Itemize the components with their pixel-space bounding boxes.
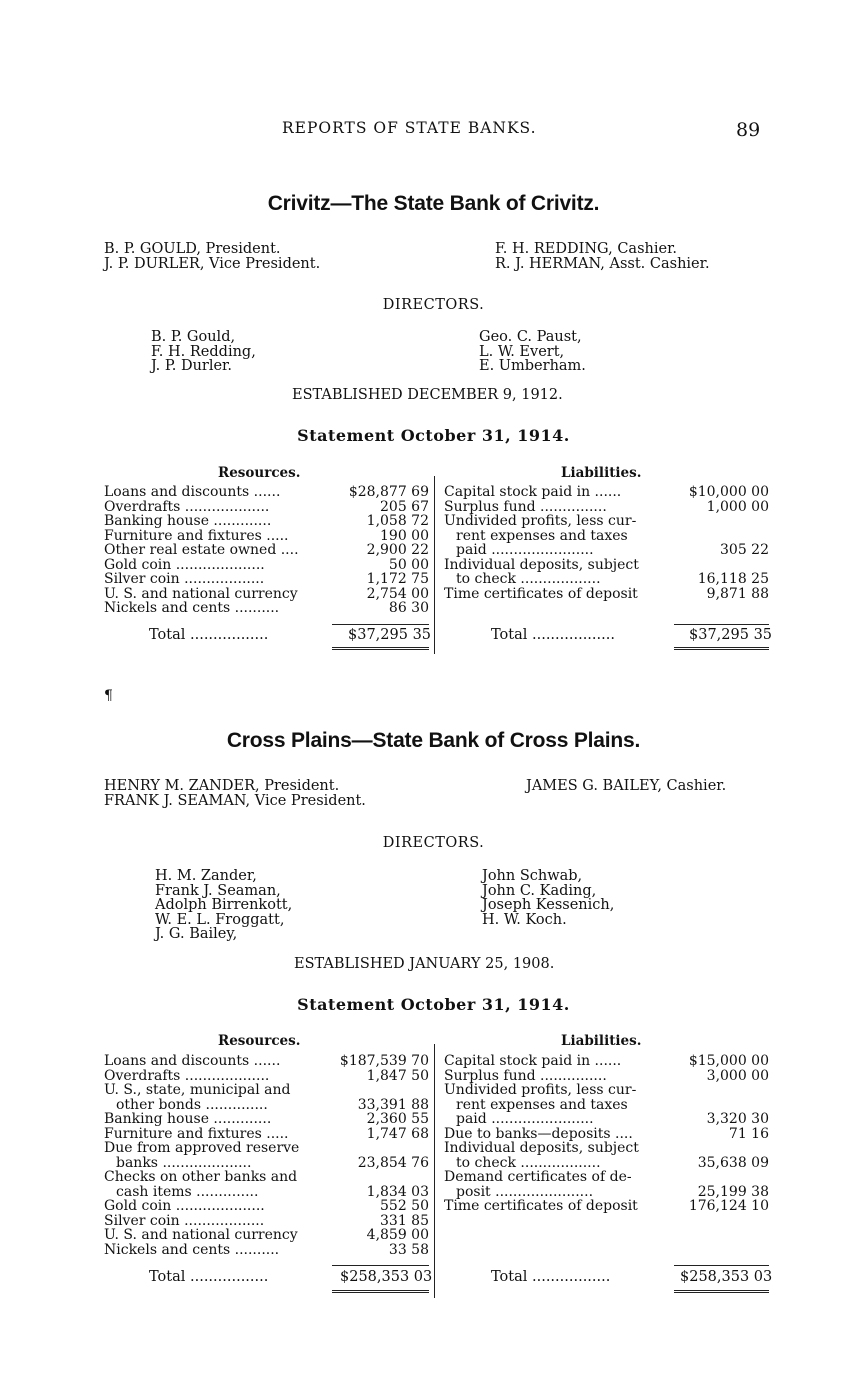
table-row — [104, 485, 429, 500]
resources-heading: Resources. — [218, 465, 301, 481]
resources-heading: Resources. — [218, 1033, 301, 1049]
double-rule — [674, 647, 769, 650]
row-amount: 2,360 55 — [366, 1111, 429, 1127]
table-row — [104, 1228, 429, 1243]
table-row — [444, 587, 769, 602]
row-label: Checks on other banks and — [104, 1169, 298, 1185]
row-label: Loans and discounts ...... — [104, 484, 281, 500]
row-label: Overdrafts ................... — [104, 1067, 270, 1084]
director: E. Umberham. — [479, 358, 586, 374]
printer-mark-icon: ¶ — [104, 688, 113, 704]
row-label: posit ...................... — [456, 1183, 594, 1200]
subtotal-rule — [332, 1265, 429, 1266]
row-label: U. S. and national currency — [104, 585, 298, 602]
officer: FRANK J. SEAMAN, Vice President. — [104, 792, 366, 809]
row-label: banks .................... — [116, 1154, 252, 1171]
table-row — [104, 514, 429, 529]
row-label: paid ....................... — [456, 542, 594, 558]
row-label: Overdrafts ................... — [104, 498, 270, 515]
row-label: Time certificates of deposit — [444, 1198, 638, 1214]
officer: JAMES G. BAILEY, Cashier. — [526, 778, 727, 794]
table-row — [104, 1098, 429, 1113]
resources-list — [104, 1054, 429, 1264]
row-amount: 4,859 00 — [366, 1227, 429, 1243]
bank-title: Crivitz—The State Bank of Crivitz. — [267, 192, 600, 215]
table-row — [444, 572, 769, 587]
subtotal-rule — [674, 1265, 769, 1266]
row-amount: 1,172 75 — [366, 571, 429, 587]
statement-heading: Statement October 31, 1914. — [297, 426, 570, 445]
row-label: Nickels and cents .......... — [104, 1241, 280, 1258]
directors-right — [482, 869, 614, 927]
row-amount: $187,539 70 — [339, 1053, 429, 1069]
row-label: Undivided profits, less cur- — [444, 1082, 637, 1098]
row-label: other bonds .............. — [116, 1096, 268, 1113]
row-label: Demand certificates of de- — [444, 1169, 632, 1185]
liabilities-list — [444, 1054, 769, 1219]
row-amount: 190 00 — [380, 527, 429, 544]
officer: F. H. REDDING, Cashier. — [495, 241, 678, 257]
row-label: Undivided profits, less cur- — [444, 513, 637, 529]
double-rule — [332, 1290, 429, 1293]
table-row — [444, 500, 769, 515]
row-label: Gold coin .................... — [104, 556, 265, 573]
row-amount: 23,854 76 — [357, 1154, 429, 1171]
total-label: Total .................. — [491, 627, 615, 643]
row-amount: 331 85 — [380, 1212, 429, 1229]
table-row — [104, 529, 429, 544]
officer: R. J. HERMAN, Asst. Cashier. — [495, 255, 710, 272]
row-amount: 3,320 30 — [706, 1111, 769, 1127]
directors-left — [155, 869, 292, 942]
table-row — [104, 1243, 429, 1258]
total-label: Total ................. — [491, 1269, 611, 1285]
table-row — [444, 1141, 769, 1156]
table-row — [444, 1199, 769, 1214]
row-amount: 25,199 38 — [697, 1183, 769, 1200]
row-label: Individual deposits, subject — [444, 556, 639, 573]
row-amount: 71 16 — [728, 1125, 769, 1142]
directors-left — [151, 330, 256, 374]
liabilities-list — [444, 485, 769, 605]
row-amount: 205 67 — [380, 498, 429, 515]
director: Frank J. Seaman, — [155, 882, 281, 899]
row-amount: 3,000 00 — [706, 1067, 769, 1084]
row-label: U. S., state, municipal and — [104, 1082, 291, 1098]
row-label: Loans and discounts ...... — [104, 1053, 281, 1069]
table-row — [104, 1112, 429, 1127]
row-label: Nickels and cents .......... — [104, 600, 280, 616]
row-label: Silver coin .................. — [104, 1212, 265, 1229]
director: Adolph Birrenkott, — [155, 897, 293, 913]
row-amount: 1,000 00 — [706, 498, 769, 515]
total-label: Total ................. — [149, 1269, 269, 1285]
resources-list — [104, 485, 429, 625]
table-row — [104, 558, 429, 573]
officer: J. P. DURLER, Vice President. — [104, 255, 321, 272]
table-row — [444, 1112, 769, 1127]
row-label: Surplus fund ............... — [444, 1067, 607, 1084]
row-amount: 50 00 — [388, 556, 429, 573]
director: J. G. Bailey, — [155, 926, 238, 942]
row-amount: 33 58 — [388, 1241, 429, 1258]
row-amount: 2,900 22 — [366, 542, 429, 558]
column-divider — [434, 476, 435, 654]
row-label: Due to banks—deposits .... — [444, 1125, 633, 1142]
table-row — [444, 1156, 769, 1171]
director: John Schwab, — [482, 868, 583, 884]
row-amount: 1,747 68 — [366, 1125, 429, 1142]
table-row — [104, 1199, 429, 1214]
total-liabilities: $258,353 03 — [680, 1269, 773, 1285]
row-label: Surplus fund ............... — [444, 498, 607, 515]
row-amount: 16,118 25 — [697, 571, 769, 587]
table-row — [444, 558, 769, 573]
subtotal-rule — [332, 624, 429, 625]
table-row — [104, 500, 429, 515]
row-label: Banking house ............. — [104, 1111, 272, 1127]
double-rule — [332, 647, 429, 650]
column-divider — [434, 1044, 435, 1298]
row-label: Time certificates of deposit — [444, 585, 638, 602]
row-label: paid ....................... — [456, 1111, 594, 1127]
bank-title: Cross Plains—State Bank of Cross Plains. — [226, 729, 641, 752]
table-row — [104, 1054, 429, 1069]
row-amount: $10,000 00 — [688, 484, 769, 500]
total-resources: $258,353 03 — [340, 1269, 433, 1285]
officers-right — [495, 242, 710, 271]
row-amount: 2,754 00 — [366, 585, 429, 602]
director: John C. Kading, — [482, 882, 597, 899]
table-row — [104, 1083, 429, 1098]
statement-heading: Statement October 31, 1914. — [297, 995, 570, 1014]
row-label: to check .................. — [456, 571, 601, 587]
row-label: Gold coin .................... — [104, 1198, 265, 1214]
liabilities-heading: Liabilities. — [561, 465, 642, 481]
row-label: U. S. and national currency — [104, 1227, 298, 1243]
row-label: Due from approved reserve — [104, 1140, 300, 1156]
row-amount: 86 30 — [388, 600, 429, 616]
row-amount: 552 50 — [380, 1198, 429, 1214]
table-row — [104, 587, 429, 602]
row-amount: $15,000 00 — [688, 1053, 769, 1069]
row-amount: 305 22 — [720, 542, 769, 558]
row-amount: 35,638 09 — [697, 1154, 769, 1171]
double-rule — [674, 1290, 769, 1293]
table-row — [444, 485, 769, 500]
director: B. P. Gould, — [151, 329, 236, 345]
table-row — [444, 1127, 769, 1142]
director: H. W. Koch. — [482, 911, 567, 928]
director: Geo. C. Paust, — [479, 329, 582, 345]
total-label: Total ................. — [149, 627, 269, 643]
row-amount: 9,871 88 — [706, 585, 769, 602]
table-row — [444, 514, 769, 529]
running-title: REPORTS OF STATE BANKS. — [282, 119, 537, 137]
directors-heading: DIRECTORS. — [382, 297, 485, 313]
table-row — [104, 1170, 429, 1185]
total-liabilities: $37,295 35 — [689, 627, 773, 643]
row-label: Furniture and fixtures ..... — [104, 527, 289, 544]
row-amount: 33,391 88 — [357, 1096, 429, 1113]
established-date: ESTABLISHED JANUARY 25, 1908. — [294, 956, 555, 972]
director: J. P. Durler. — [151, 358, 233, 374]
row-amount: 1,058 72 — [366, 513, 429, 529]
officers-right — [526, 779, 726, 794]
row-label: rent expenses and taxes — [456, 1096, 628, 1113]
table-row — [444, 1170, 769, 1185]
officers-left — [104, 779, 366, 808]
table-row — [104, 1127, 429, 1142]
officer: B. P. GOULD, President. — [104, 241, 281, 257]
directors-heading: DIRECTORS. — [382, 835, 485, 851]
total-resources: $37,295 35 — [348, 627, 432, 643]
table-row — [104, 1214, 429, 1229]
page-number: 89 — [736, 119, 761, 141]
table-row — [104, 1185, 429, 1200]
directors-right — [479, 330, 586, 374]
row-label: Capital stock paid in ...... — [444, 1053, 622, 1069]
established-date: ESTABLISHED DECEMBER 9, 1912. — [292, 387, 563, 403]
row-label: to check .................. — [456, 1154, 601, 1171]
row-label: Furniture and fixtures ..... — [104, 1125, 289, 1142]
row-amount: 1,847 50 — [366, 1067, 429, 1084]
director: F. H. Redding, — [151, 343, 256, 360]
director: Joseph Kessenich, — [482, 897, 615, 913]
row-label: rent expenses and taxes — [456, 527, 628, 544]
subtotal-rule — [674, 624, 769, 625]
row-label: Banking house ............. — [104, 513, 272, 529]
director: L. W. Evert, — [479, 343, 565, 360]
officers-left — [104, 242, 320, 271]
table-row — [104, 1069, 429, 1084]
row-amount: 1,834 03 — [366, 1183, 429, 1200]
table-row — [444, 1098, 769, 1113]
table-row — [444, 1083, 769, 1098]
table-row — [104, 543, 429, 558]
table-row — [104, 572, 429, 587]
row-label: Silver coin .................. — [104, 571, 265, 587]
table-row — [444, 529, 769, 544]
row-label: Capital stock paid in ...... — [444, 484, 622, 500]
liabilities-heading: Liabilities. — [561, 1033, 642, 1049]
table-row — [444, 1054, 769, 1069]
row-label: Other real estate owned .... — [104, 542, 299, 558]
row-amount: 176,124 10 — [688, 1198, 769, 1214]
table-row — [444, 1185, 769, 1200]
row-label: cash items .............. — [116, 1183, 259, 1200]
table-row — [104, 601, 429, 616]
table-row — [104, 1156, 429, 1171]
table-row — [444, 543, 769, 558]
director: W. E. L. Froggatt, — [155, 911, 285, 928]
director: H. M. Zander, — [155, 868, 257, 884]
table-row — [104, 1141, 429, 1156]
table-row — [444, 1069, 769, 1084]
officer: HENRY M. ZANDER, President. — [104, 778, 340, 794]
row-label: Individual deposits, subject — [444, 1140, 639, 1156]
row-amount: $28,877 69 — [348, 484, 429, 500]
